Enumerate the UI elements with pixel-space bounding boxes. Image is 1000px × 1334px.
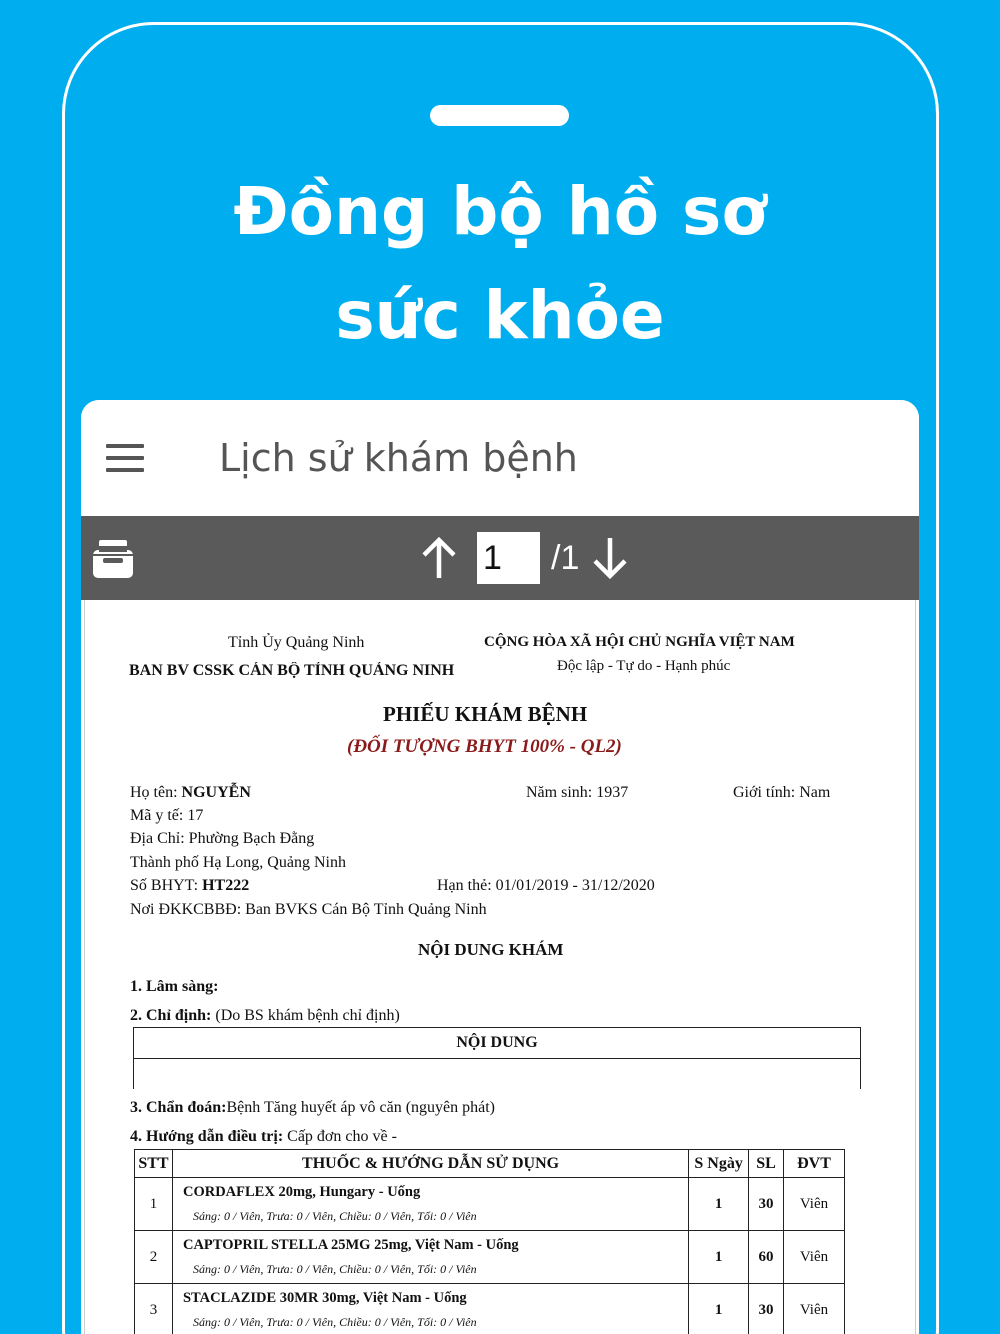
registration-label: Nơi ĐKKCBBĐ:: [130, 901, 242, 918]
birth-year: 1937: [596, 784, 629, 801]
page-title: Lịch sử khám bệnh: [219, 436, 578, 480]
indication-row: [130, 1007, 400, 1025]
bhyt-label: Số BHYT:: [130, 877, 199, 894]
pdf-toolbar: [81, 516, 919, 600]
rx-unit: Viên: [784, 1284, 845, 1334]
diagnosis-label: 3. Chẩn đoán:: [130, 1099, 227, 1116]
address-row: [130, 830, 314, 848]
rx-dose: Sáng: 0 / Viên, Trưa: 0 / Viên, Chiều: 0 / Viên, Tối: 0 / Viên: [192, 1262, 477, 1276]
rx-stt: 2: [135, 1231, 173, 1284]
content-table: [133, 1027, 861, 1089]
rx-drug-cell: [172, 1284, 688, 1334]
rx-drug-cell: [172, 1231, 688, 1284]
patient-name: NGUYỄN: [181, 784, 251, 801]
rx-qty: 60: [749, 1231, 784, 1284]
treatment-label: 4. Hướng dẫn điều trị:: [130, 1128, 284, 1145]
diagnosis-value: Bệnh Tăng huyết áp vô căn (nguyên phát): [226, 1099, 495, 1116]
section-title: NỘI DUNG KHÁM: [418, 940, 564, 959]
header-right-line-2: Độc lập - Tự do - Hạnh phúc: [557, 658, 731, 674]
address-label: Địa Chỉ:: [130, 830, 185, 847]
rx-qty: 30: [749, 1284, 784, 1334]
arrow-down-icon[interactable]: [590, 536, 630, 580]
rx-days: 1: [689, 1284, 749, 1334]
registration-value: Ban BVKS Cán Bộ Tỉnh Quảng Ninh: [245, 901, 487, 918]
patient-name-row: [130, 784, 251, 802]
rx-unit: Viên: [784, 1178, 845, 1231]
app-screen: [81, 400, 919, 1334]
registration-row: [130, 901, 487, 919]
col-drug: THUỐC & HƯỚNG DẪN SỬ DỤNG: [172, 1150, 688, 1178]
rx-days: 1: [689, 1178, 749, 1231]
prescription-header-row: [135, 1150, 845, 1178]
treatment-row: [130, 1128, 397, 1146]
indication-note: (Do BS khám bệnh chỉ định): [215, 1007, 400, 1024]
name-label: Họ tên:: [130, 784, 178, 801]
col-days: S Ngày: [689, 1150, 749, 1178]
expiry-value: 01/01/2019 - 31/12/2020: [495, 877, 655, 894]
header-left-line-1: Tỉnh Ủy Quảng Ninh: [228, 634, 365, 651]
page-number-input[interactable]: [477, 532, 540, 584]
col-unit: ĐVT: [784, 1150, 845, 1178]
birth-row: [526, 784, 628, 802]
rx-stt: 3: [135, 1284, 173, 1334]
promo-headline: [0, 160, 1000, 368]
arrow-up-icon[interactable]: [419, 536, 459, 580]
phone-speaker: [430, 105, 569, 126]
gender-label: Giới tính:: [733, 784, 796, 801]
page-total: /1: [551, 539, 580, 577]
clinical-label: 1. Lâm sàng:: [130, 978, 219, 995]
document-subtitle: (ĐỐI TƯỢNG BHYT 100% - QL2): [347, 736, 622, 757]
content-empty-cell: [134, 1059, 861, 1089]
document-title: PHIẾU KHÁM BỆNH: [383, 702, 588, 726]
bhyt-value: HT222: [202, 877, 250, 894]
header-left-line-2: BAN BV CSSK CÁN BỘ TỈNH QUẢNG NINH: [129, 662, 455, 679]
expiry-row: [437, 877, 655, 895]
indication-label: 2. Chỉ định:: [130, 1007, 212, 1024]
table-row: [135, 1178, 845, 1231]
rx-dose: Sáng: 0 / Viên, Trưa: 0 / Viên, Chiều: 0 / Viên, Tối: 0 / Viên: [192, 1315, 477, 1329]
address-line-1: Phường Bạch Đằng: [188, 830, 315, 847]
rx-days: 1: [689, 1231, 749, 1284]
header-right-line-1: CỘNG HÒA XÃ HỘI CHỦ NGHĨA VIỆT NAM: [484, 634, 795, 650]
table-row: [135, 1284, 845, 1334]
rx-drug-name: CORDAFLEX 20mg, Hungary - Uống: [182, 1184, 421, 1200]
address-line-2: Thành phố Hạ Long, Quảng Ninh: [130, 854, 346, 871]
col-stt: STT: [135, 1150, 173, 1178]
headline-line-2: sức khỏe: [335, 277, 665, 354]
hamburger-menu-icon[interactable]: [106, 444, 146, 472]
birth-label: Năm sinh:: [526, 784, 593, 801]
gender-value: Nam: [799, 784, 831, 801]
rx-stt: 1: [135, 1178, 173, 1231]
rx-unit: Viên: [784, 1231, 845, 1284]
gender-row: [733, 784, 830, 802]
rx-dose: Sáng: 0 / Viên, Trưa: 0 / Viên, Chiều: 0 / Viên, Tối: 0 / Viên: [192, 1209, 477, 1223]
expiry-label: Hạn thẻ:: [437, 877, 492, 894]
content-header: NỘI DUNG: [134, 1028, 861, 1059]
table-row: [135, 1231, 845, 1284]
diagnosis-row: [130, 1099, 495, 1117]
app-bar: [81, 400, 919, 516]
treatment-value: Cấp đơn cho về -: [287, 1128, 397, 1145]
rx-drug-name: STACLAZIDE 30MR 30mg, Việt Nam - Uống: [182, 1290, 467, 1306]
headline-line-1: Đồng bộ hồ sơ: [233, 173, 767, 250]
rx-drug-cell: [172, 1178, 688, 1231]
bhyt-row: [130, 877, 249, 895]
prescription-table: [134, 1149, 845, 1334]
med-id-label: Mã y tế:: [130, 807, 184, 824]
rx-qty: 30: [749, 1178, 784, 1231]
rx-drug-name: CAPTOPRIL STELLA 25MG 25mg, Việt Nam - Uống: [182, 1237, 519, 1253]
col-qty: SL: [749, 1150, 784, 1178]
printer-icon[interactable]: [91, 538, 135, 580]
med-id-row: [130, 807, 203, 825]
medical-record-document[interactable]: [84, 600, 916, 1334]
med-id-value: 17: [187, 807, 204, 824]
